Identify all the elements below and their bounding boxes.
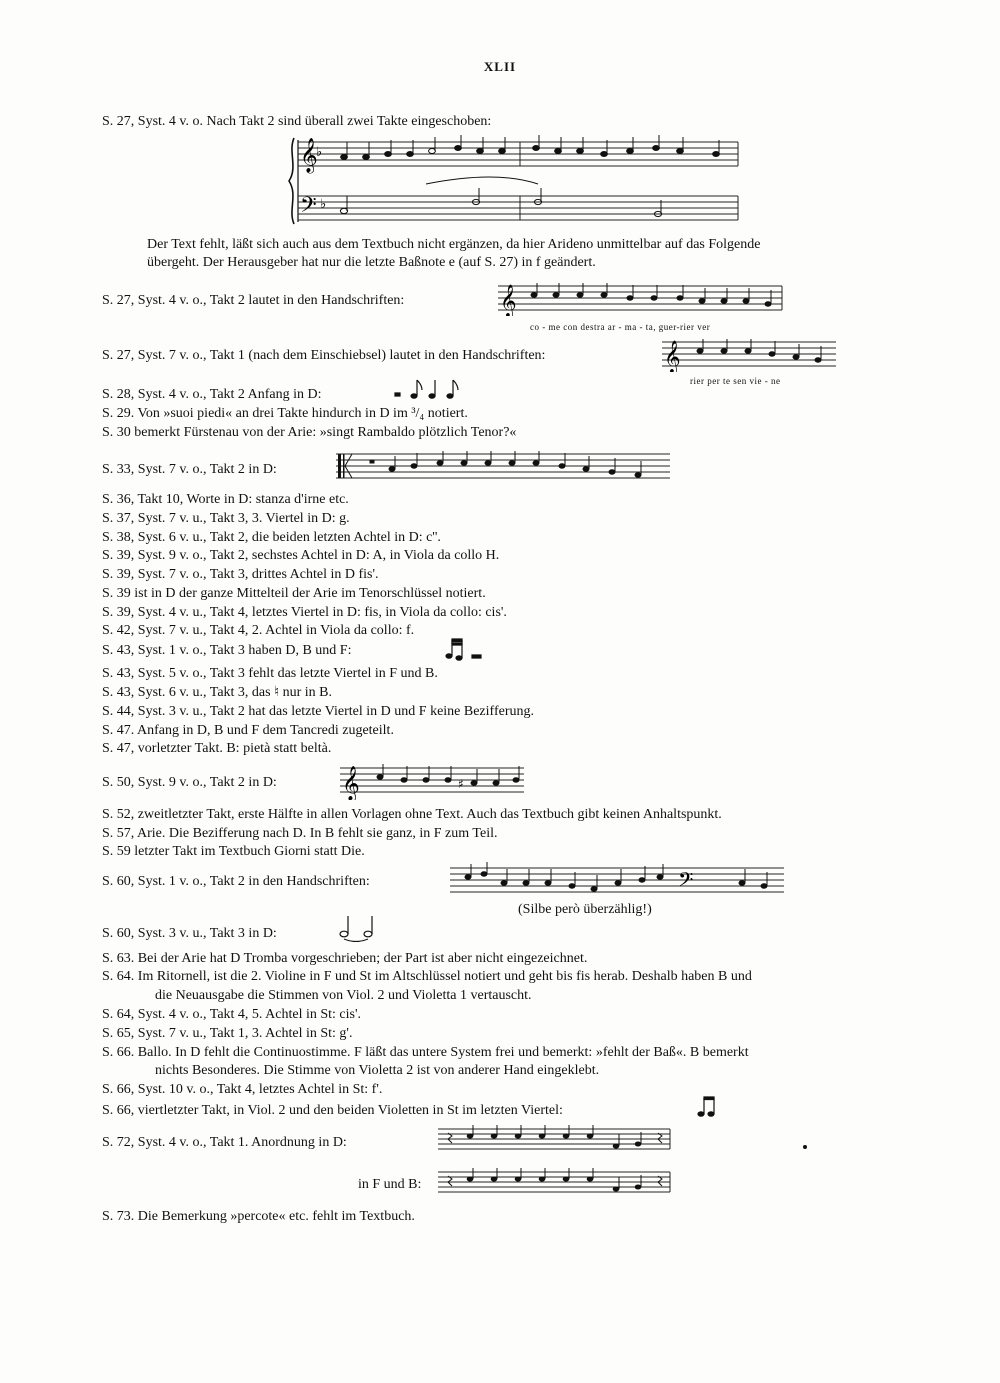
text-line: S. 28, Syst. 4 v. o., Takt 2 Anfang in D:: [102, 387, 322, 402]
music-example-3: [660, 336, 840, 372]
text-line: (Silbe però überzählig!): [518, 902, 652, 917]
text-line: S. 64, Syst. 4 v. o., Takt 4, 5. Achtel in St: cis'.: [102, 1007, 361, 1022]
text-line: S. 39 ist in D der ganze Mittelteil der Arie im Tenorschlüssel notiert.: [102, 586, 486, 601]
text-line: S. 64. Im Ritornell, ist die 2. Violine in F und St im Altschlüssel notiert und geht bis fis herab. Deshalb haben B und: [102, 969, 752, 984]
music-example-2: [496, 280, 786, 316]
music-example-5: [338, 760, 528, 800]
text-line: S. 39, Syst. 4 v. u., Takt 4, letztes Viertel in D: fis, in Viola da collo: cis'.: [102, 605, 507, 620]
svg-text:𝄢: 𝄢: [678, 868, 694, 896]
text-line: S. 63. Bei der Arie hat D Tromba vorgeschrieben; der Part ist aber nicht eingezeichnet.: [102, 951, 588, 966]
svg-text:𝄞: 𝄞: [500, 284, 517, 316]
music-example-7: [436, 1124, 676, 1156]
text-line: S. 73. Die Bemerkung »percote« etc. fehlt im Textbuch.: [102, 1209, 415, 1224]
text-line: übergeht. Der Herausgeber hat nur die letzte Baßnote e (auf S. 27) in f geändert.: [147, 255, 596, 270]
text-line: S. 47, vorletzter Takt. B: pietà statt beltà.: [102, 741, 332, 756]
music-example-1: [286, 132, 746, 230]
text-line: S. 37, Syst. 7 v. u., Takt 3, 3. Viertel in D: g.: [102, 511, 350, 526]
text-line: S. 33, Syst. 7 v. o., Takt 2 in D:: [102, 462, 277, 477]
svg-text:♯: ♯: [458, 777, 464, 791]
text-line: S. 29. Von »suoi piedi« an drei Takte hindurch in D im ³/₄ notiert.: [102, 406, 468, 421]
svg-text:𝄢: 𝄢: [300, 193, 317, 223]
text-line: in F und B:: [358, 1177, 422, 1192]
page-number: XLII: [483, 59, 517, 74]
svg-text:𝄞: 𝄞: [342, 766, 360, 800]
text-line: S. 30 bemerkt Fürstenau von der Arie: »singt Rambaldo plötzlich Tenor?«: [102, 425, 517, 440]
text-line: Der Text fehlt, läßt sich auch aus dem Textbuch nicht ergänzen, da hier Arideno unmittelbar auf das Folgende: [147, 237, 761, 252]
ink-dot: [803, 1145, 807, 1149]
text-line: S. 39, Syst. 7 v. o., Takt 3, drittes Achtel in D fis'.: [102, 567, 379, 582]
text-line: S. 42, Syst. 7 v. u., Takt 4, 2. Achtel in Viola da collo: f.: [102, 623, 415, 638]
text-line: S. 65, Syst. 7 v. u., Takt 1, 3. Achtel in St: g'.: [102, 1026, 353, 1041]
music-example-4: [334, 448, 674, 488]
text-line: nichts Besonderes. Die Stimme von Violetta 2 ist von anderer Hand eingeklebt.: [155, 1063, 600, 1078]
text-line: S. 60, Syst. 3 v. u., Takt 3 in D:: [102, 926, 277, 941]
rhythm-figure: [444, 636, 488, 670]
text-line: S. 27, Syst. 4 v. o. Nach Takt 2 sind überall zwei Takte eingeschoben:: [102, 114, 492, 129]
rhythm-figure: [336, 912, 382, 948]
svg-text:♭: ♭: [316, 145, 323, 160]
rhythm-figure: [696, 1094, 722, 1126]
text-line: S. 66, viertletzter Takt, in Viol. 2 und den beiden Violetten in St im letzten Viertel:: [102, 1103, 563, 1118]
text-line: S. 66. Ballo. In D fehlt die Continuostimme. F läßt das untere System frei und bemerkt: »fehlt der Baß«. B bemerkt: [102, 1045, 749, 1060]
svg-text:𝄞: 𝄞: [300, 138, 318, 173]
text-line: S. 57, Arie. Die Bezifferung nach D. In B fehlt sie ganz, in F zum Teil.: [102, 826, 498, 841]
svg-text:♭: ♭: [320, 197, 327, 212]
text-line: S. 72, Syst. 4 v. o., Takt 1. Anordnung in D:: [102, 1135, 347, 1150]
music-example-8: [436, 1167, 676, 1199]
text-line: S. 52, zweitletzter Takt, erste Hälfte in allen Vorlagen ohne Text. Auch das Textbuch gibt keinen Anhaltspunkt.: [102, 807, 722, 822]
text-line: S. 47. Anfang in D, B und F dem Tancredi zugeteilt.: [102, 723, 394, 738]
text-line: S. 66, Syst. 10 v. o., Takt 4, letztes Achtel in St: f'.: [102, 1082, 383, 1097]
text-line: S. 43, Syst. 5 v. o., Takt 3 fehlt das letzte Viertel in F und B.: [102, 666, 438, 681]
text-line: S. 50, Syst. 9 v. o., Takt 2 in D:: [102, 775, 277, 790]
text-line: S. 27, Syst. 7 v. o., Takt 1 (nach dem Einschiebsel) lautet in den Handschriften:: [102, 348, 546, 363]
lyrics: co - me con destra ar - ma - ta, guer-rier ver: [530, 322, 711, 332]
lyrics: rier per te sen vie - ne: [690, 376, 781, 386]
text-line: S. 36, Takt 10, Worte in D: stanza d'irne etc.: [102, 492, 349, 507]
text-line: S. 59 letzter Takt im Textbuch Giorni statt Die.: [102, 844, 365, 859]
text-line: S. 44, Syst. 3 v. u., Takt 2 hat das letzte Viertel in D und F keine Bezifferung.: [102, 704, 534, 719]
text-line: S. 27, Syst. 4 v. o., Takt 2 lautet in den Handschriften:: [102, 293, 405, 308]
text-line: S. 39, Syst. 9 v. o., Takt 2, sechstes Achtel in D: A, in Viola da collo H.: [102, 548, 500, 563]
text-line: S. 43, Syst. 6 v. u., Takt 3, das ♮ nur in B.: [102, 685, 332, 700]
svg-text:𝄞: 𝄞: [664, 340, 681, 372]
text-line: S. 43, Syst. 1 v. o., Takt 3 haben D, B und F:: [102, 643, 352, 658]
rhythm-figure: [392, 376, 462, 408]
text-line: die Neuausgabe die Stimmen von Viol. 2 und Violetta 1 vertauscht.: [155, 988, 532, 1003]
text-line: S. 60, Syst. 1 v. o., Takt 2 in den Handschriften:: [102, 874, 370, 889]
text-line: S. 38, Syst. 6 v. u., Takt 2, die beiden letzten Achtel in D: c''.: [102, 530, 441, 545]
music-example-6: [448, 860, 788, 900]
